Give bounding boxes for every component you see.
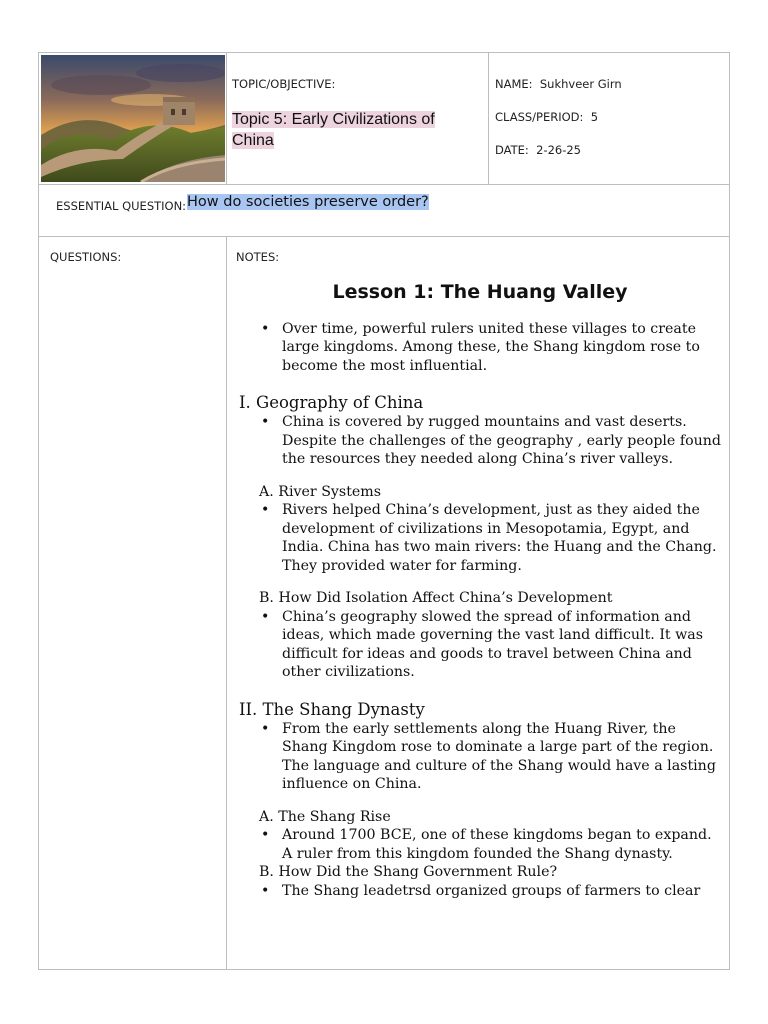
column-divider (226, 236, 227, 969)
essential-question (187, 194, 429, 210)
subsection-heading: B. How Did the Shang Government Rule? (259, 864, 558, 880)
subsection-heading: A. River Systems (259, 483, 382, 500)
bullet-item (235, 501, 725, 575)
bullet-item (235, 320, 725, 376)
bullet-icon: • (261, 502, 270, 518)
notes-column-label: NOTES: (236, 250, 280, 264)
section-heading: I. Geography of China (239, 393, 424, 412)
name-value: Sukhveer Girn (539, 77, 622, 91)
bullet-text: The Shang leadetrsd organized groups of farmers to clear (282, 882, 701, 899)
topic-highlight: Topic 5: Early Civilizations of China (232, 111, 435, 149)
topic-label: TOPIC/OBJECTIVE: (232, 77, 336, 91)
bullet-item (235, 882, 725, 901)
name-label: NAME: (495, 77, 533, 91)
topic-text (232, 109, 462, 151)
bullet-text: China’s geography slowed the spread of information and ideas, which made governing the vast land difficult. It was difficult for ideas and goods to travel between China and other civilizations. (282, 608, 704, 680)
questions-column-label: QUESTIONS: (50, 250, 122, 264)
bullet-text: China is covered by rugged mountains and vast deserts. Despite the challenges of the geography , early people found the resources they needed along China’s river valleys. (282, 414, 721, 467)
date-row (495, 143, 581, 157)
bullet-text: Around 1700 BCE, one of these kingdoms began to expand. A ruler from this kingdom founded the Shang dynasty. (282, 827, 712, 862)
essential-question-label: ESSENTIAL QUESTION: (56, 199, 187, 213)
bullet-text: Over time, powerful rulers united these villages to create large kingdoms. Among these, the Shang kingdom rose to become the most influential. (282, 320, 700, 374)
bullet-item (235, 720, 725, 794)
date-value: 2-26-25 (536, 143, 581, 157)
date-label: DATE: (495, 143, 529, 157)
bullet-text: From the early settlements along the Huang River, the Shang Kingdom rose to dominate a large part of the region. The language and culture of the Shang would have a lasting influence on China. (282, 720, 716, 792)
bullet-icon: • (261, 882, 270, 899)
section-heading: II. The Shang Dynasty (239, 699, 425, 719)
bullet-icon: • (261, 827, 270, 843)
great-wall-photo (41, 55, 225, 182)
bullet-item (235, 826, 725, 863)
bullet-item (235, 413, 725, 469)
subsection-heading: B. How Did Isolation Affect China’s Development (259, 590, 613, 606)
header-divider-1 (226, 53, 227, 185)
bullet-icon: • (261, 320, 270, 337)
class-row (495, 110, 598, 124)
lesson-title: Lesson 1: The Huang Valley (332, 281, 628, 303)
bullet-text: Rivers helped China’s development, just as they aided the development of civilizations in Mesopotamia, Egypt, and India. China has two main rivers: the Huang and the Chang. They provided water for farming. (282, 502, 717, 574)
class-value: 5 (590, 110, 599, 124)
class-label: CLASS/PERIOD: (495, 110, 584, 124)
header-bottom-line (39, 184, 729, 185)
essential-bottom-line (39, 236, 729, 237)
bullet-icon: • (261, 608, 270, 625)
notes-sheet (38, 52, 730, 970)
notes-body (235, 281, 725, 900)
subsection-heading: A. The Shang Rise (259, 808, 391, 825)
bullet-icon: • (261, 720, 270, 737)
header-divider-2 (488, 53, 489, 185)
bullet-icon: • (261, 414, 270, 430)
bullet-item (235, 608, 725, 682)
name-row (495, 77, 622, 91)
essential-question-highlight: How do societies preserve order? (187, 194, 429, 210)
